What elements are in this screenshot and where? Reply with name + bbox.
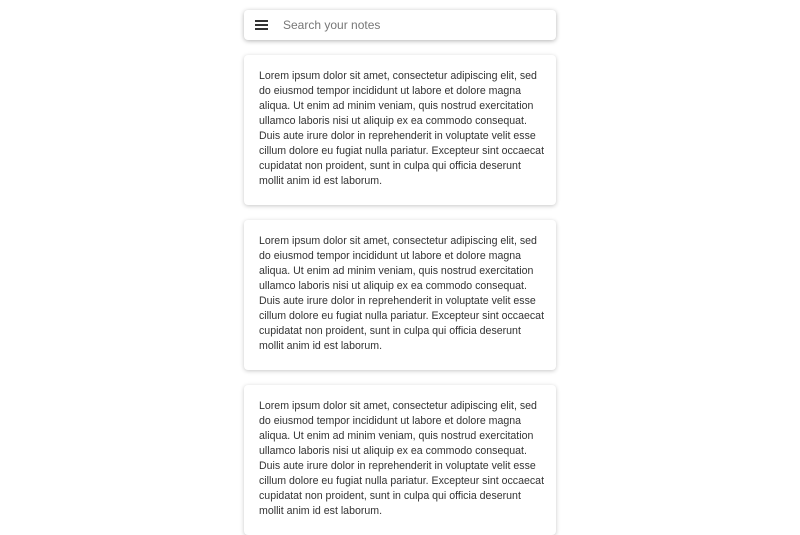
note-text-line: cillum dolore eu fugiat nulla pariatur. Excepteur sint occaecat — [259, 475, 545, 487]
note-text-line: Duis aute irure dolor in reprehenderit in voluptate velit esse — [259, 460, 536, 472]
note-text-line: mollit anim id est laborum. — [259, 340, 383, 352]
note-text-line: ullamco laboris nisi ut aliquip ex ea commodo consequat. — [259, 445, 527, 457]
note-text-line: Lorem ipsum dolor sit amet, consectetur adipiscing elit, sed — [259, 70, 537, 82]
note-text-line: mollit anim id est laborum. — [259, 505, 383, 517]
note-text-line: cillum dolore eu fugiat nulla pariatur. Excepteur sint occaecat — [259, 145, 545, 157]
note-text-line: do eiusmod tempor incididunt ut labore et dolore magna — [259, 250, 522, 262]
note-text-line: do eiusmod tempor incididunt ut labore et dolore magna — [259, 415, 522, 427]
note-card[interactable] — [244, 220, 556, 370]
menu-icon[interactable] — [255, 20, 268, 30]
note-text-line: mollit anim id est laborum. — [259, 175, 383, 187]
note-card[interactable] — [244, 385, 556, 535]
note-text-line: aliqua. Ut enim ad minim veniam, quis nostrud exercitation — [259, 100, 534, 112]
note-text-line: cupidatat non proident, sunt in culpa qui officia deserunt — [259, 160, 521, 172]
note-card[interactable] — [244, 55, 556, 205]
note-text-line: Lorem ipsum dolor sit amet, consectetur adipiscing elit, sed — [259, 235, 537, 247]
search-bar — [244, 10, 556, 40]
note-text-line: aliqua. Ut enim ad minim veniam, quis nostrud exercitation — [259, 430, 534, 442]
note-text-line: cupidatat non proident, sunt in culpa qui officia deserunt — [259, 325, 521, 337]
search-input[interactable] — [281, 17, 556, 33]
note-text-line: ullamco laboris nisi ut aliquip ex ea commodo consequat. — [259, 115, 527, 127]
note-text — [259, 399, 545, 519]
note-text-line: aliqua. Ut enim ad minim veniam, quis nostrud exercitation — [259, 265, 534, 277]
note-text — [259, 234, 545, 354]
note-text-line: Duis aute irure dolor in reprehenderit in voluptate velit esse — [259, 295, 536, 307]
note-text-line: cillum dolore eu fugiat nulla pariatur. Excepteur sint occaecat — [259, 310, 545, 322]
note-text-line: ullamco laboris nisi ut aliquip ex ea commodo consequat. — [259, 280, 527, 292]
note-text-line: Duis aute irure dolor in reprehenderit in voluptate velit esse — [259, 130, 536, 142]
note-text-line: do eiusmod tempor incididunt ut labore et dolore magna — [259, 85, 522, 97]
note-text-line: cupidatat non proident, sunt in culpa qui officia deserunt — [259, 490, 521, 502]
note-text-line: Lorem ipsum dolor sit amet, consectetur adipiscing elit, sed — [259, 400, 537, 412]
note-text — [259, 69, 545, 189]
